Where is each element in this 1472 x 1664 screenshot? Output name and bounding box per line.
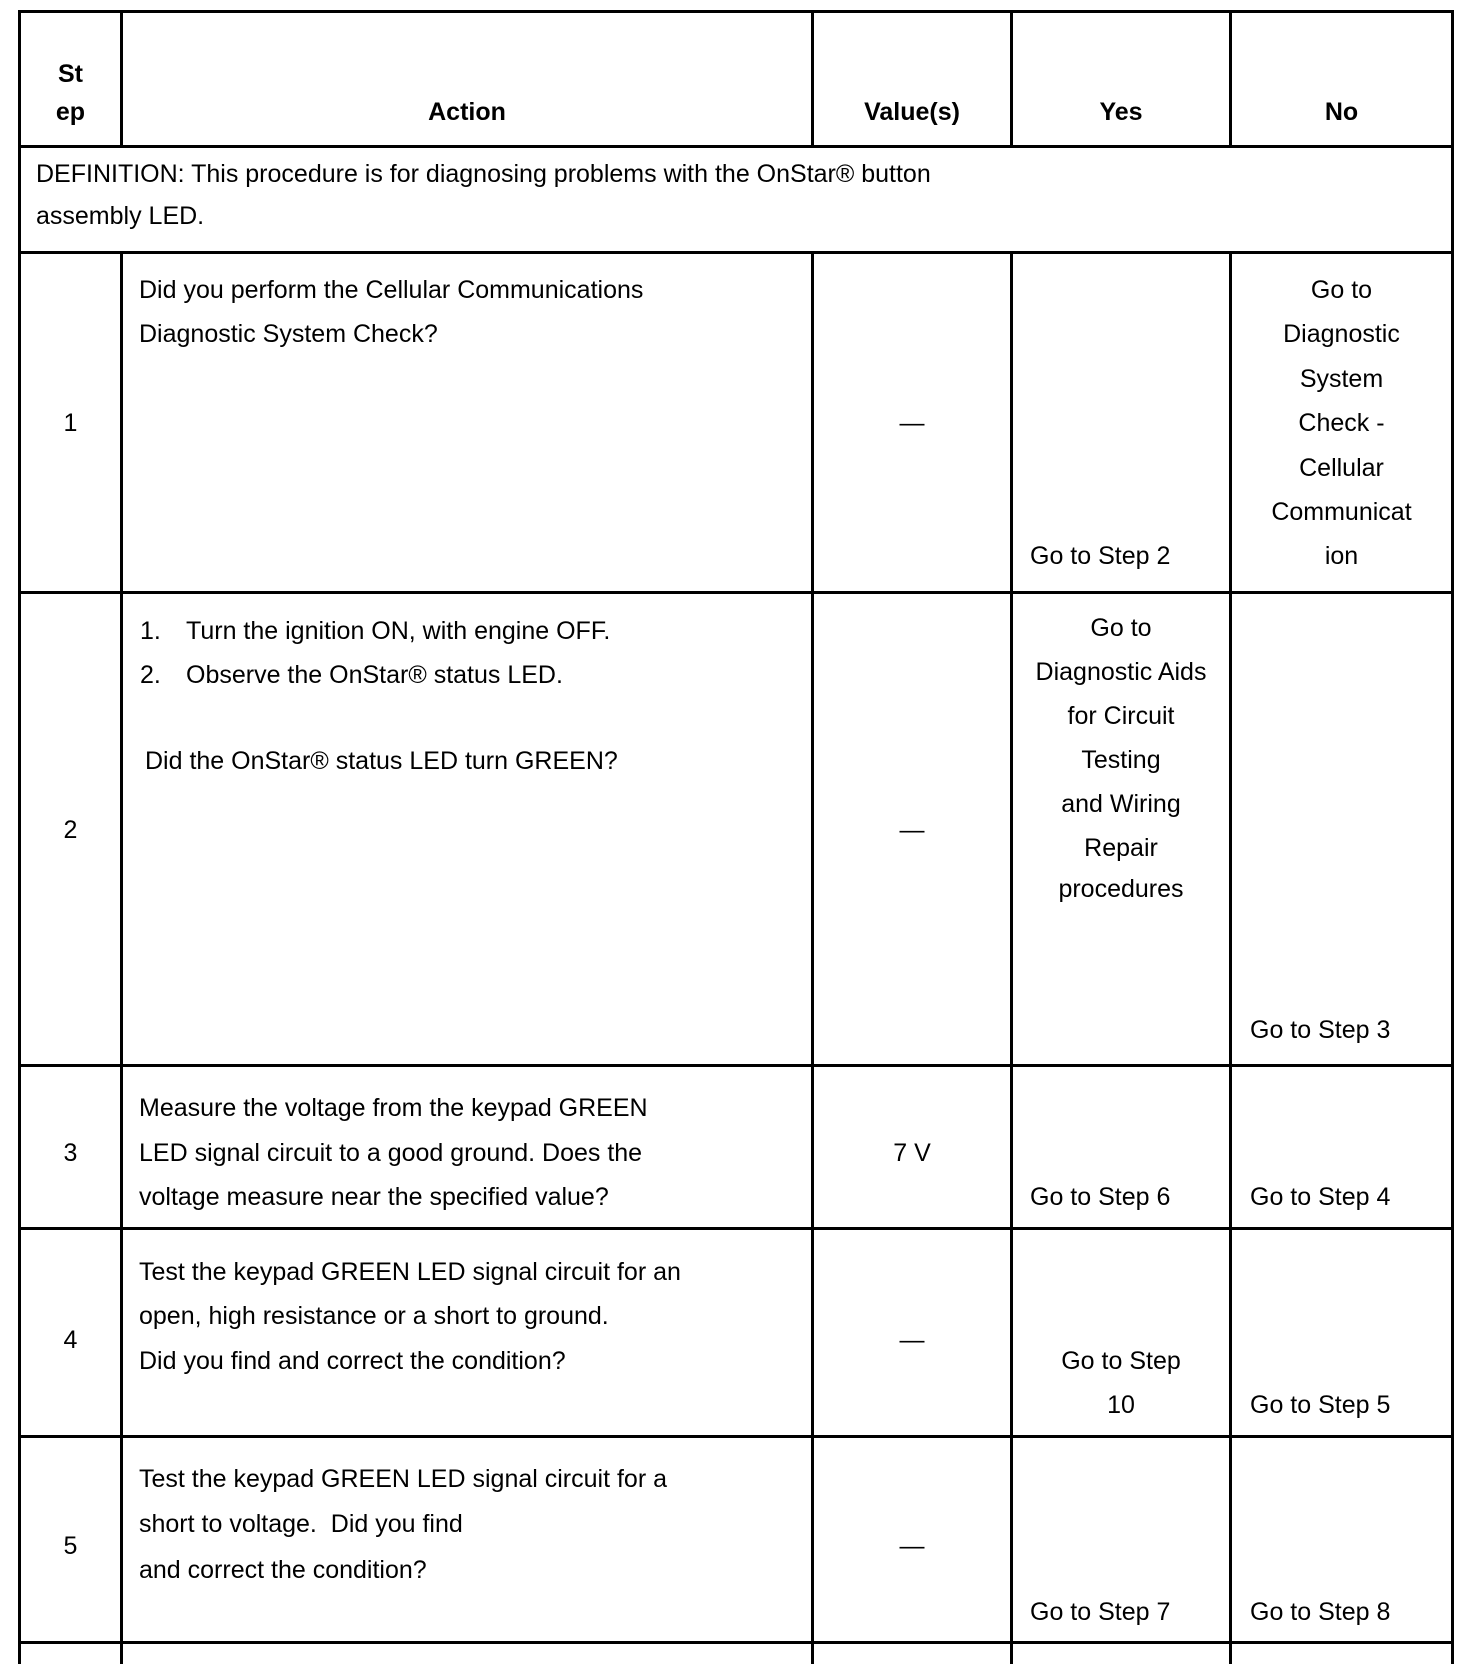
rule-col2 (811, 251, 814, 1664)
row1-no-line4: Check - (1298, 409, 1385, 437)
row2-yes-line4: Testing (1081, 746, 1161, 774)
rule-row4 (18, 1435, 1454, 1438)
row2-yes-line6: Repair (1084, 834, 1158, 862)
header-values: Value(s) (864, 98, 960, 126)
definition-line2: assembly LED. (36, 202, 205, 230)
row2-value: — (899, 816, 925, 844)
row1-no-line6: Communicat (1271, 498, 1412, 526)
rule-row5 (18, 1641, 1454, 1644)
row2-yes-line7: procedures (1058, 875, 1184, 903)
row5-yes: Go to Step 7 (1030, 1598, 1171, 1626)
row2-action-question: Did the OnStar® status LED turn GREEN? (145, 747, 618, 775)
row3-no: Go to Step 4 (1250, 1183, 1391, 1211)
row2-action-item1: Turn the ignition ON, with engine OFF. (186, 617, 611, 645)
row3-action-line1: Measure the voltage from the keypad GREEN (139, 1094, 648, 1122)
rule-definition (18, 251, 1454, 254)
row3-value: 7 V (893, 1139, 931, 1167)
row3-action-line2: LED signal circuit to a good ground. Does the (139, 1139, 643, 1167)
row2-list-num1: 1. (140, 617, 161, 645)
rule-col1 (120, 251, 123, 1664)
row2-list-num2: 2. (140, 661, 161, 689)
row4-no: Go to Step 5 (1250, 1391, 1391, 1419)
row5-action-line2: short to voltage. Did you find (139, 1510, 463, 1538)
row4-yes-line1: Go to Step (1061, 1347, 1181, 1375)
rule-right (1451, 10, 1454, 1664)
row3-step: 3 (63, 1139, 78, 1167)
header-step-line2: ep (55, 98, 86, 126)
row1-no-line5: Cellular (1299, 454, 1384, 482)
row3-action-line3: voltage measure near the specified value? (139, 1183, 609, 1211)
row5-action-line1: Test the keypad GREEN LED signal circuit for a (139, 1465, 668, 1493)
row2-yes-line5: and Wiring (1061, 790, 1181, 818)
row3-yes: Go to Step 6 (1030, 1183, 1171, 1211)
row2-step: 2 (63, 816, 78, 844)
row1-no-line1: Go to (1310, 276, 1373, 304)
row1-value: — (899, 409, 925, 437)
row5-no: Go to Step 8 (1250, 1598, 1391, 1626)
row1-yes: Go to Step 2 (1030, 542, 1171, 570)
row4-step: 4 (63, 1326, 78, 1354)
row4-action-line1: Test the keypad GREEN LED signal circuit for an (139, 1258, 681, 1286)
header-step-line1: St (58, 60, 83, 88)
row1-no-line2: Diagnostic (1283, 320, 1400, 348)
row2-yes-line3: for Circuit (1067, 702, 1175, 730)
rule-header (18, 145, 1454, 148)
row5-value: — (899, 1532, 925, 1560)
row1-action-line1: Did you perform the Cellular Communications (139, 276, 644, 304)
header-no: No (1324, 98, 1359, 126)
definition-line1: DEFINITION: This procedure is for diagnosing problems with the OnStar® button (36, 160, 931, 188)
rule-row3 (18, 1227, 1454, 1230)
row2-no: Go to Step 3 (1250, 1016, 1391, 1044)
row1-step: 1 (63, 409, 78, 437)
row1-action-line2: Diagnostic System Check? (139, 320, 438, 348)
header-yes: Yes (1099, 98, 1143, 126)
row4-action-line3: Did you find and correct the condition? (139, 1347, 566, 1375)
row1-no-line7: ion (1324, 542, 1359, 570)
row5-action-line3: and correct the condition? (139, 1556, 427, 1584)
row4-value: — (899, 1326, 925, 1354)
row4-action-line2: open, high resistance or a short to ground. (139, 1302, 609, 1330)
row2-action-item2: Observe the OnStar® status LED. (186, 661, 563, 689)
header-action: Action (428, 98, 506, 126)
rule-row1 (18, 591, 1454, 594)
row1-no-line3: System (1299, 365, 1384, 393)
row2-yes-line2: Diagnostic Aids (1035, 658, 1207, 686)
rule-col3 (1010, 251, 1013, 1664)
row4-yes-line2: 10 (1107, 1391, 1135, 1419)
rule-top (18, 10, 1454, 13)
row5-step: 5 (63, 1532, 78, 1560)
rule-row2 (18, 1064, 1454, 1067)
row2-yes-line1: Go to (1090, 614, 1152, 642)
